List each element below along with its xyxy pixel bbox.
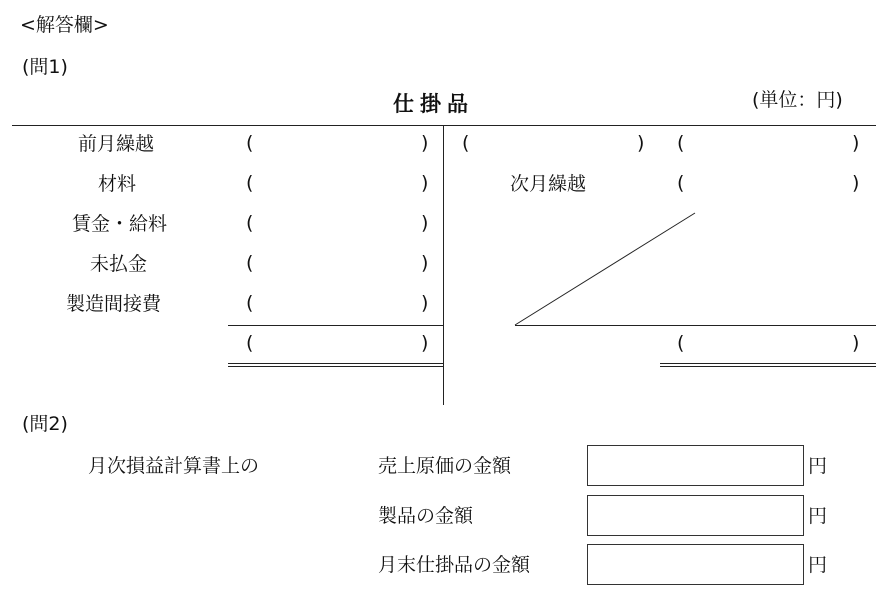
debit-amount-close-paren: ) — [421, 212, 429, 234]
answer-section-label: <解答欄> — [20, 14, 109, 36]
q2-unit-label: 円 — [808, 505, 828, 527]
credit-amount-close-paren: ) — [852, 132, 860, 154]
debit-amount-close-paren: ) — [421, 132, 429, 154]
debit-item-label: 製造間接費 — [66, 293, 162, 315]
debit-total-close-paren: ) — [421, 332, 429, 354]
q2-answer-box[interactable] — [587, 445, 804, 486]
q2-answer-box[interactable] — [587, 544, 804, 585]
debit-amount-open-paren: ( — [246, 132, 254, 154]
debit-item-label: 未払金 — [90, 253, 148, 275]
debit-item-label: 賃金・給料 — [72, 213, 168, 235]
ledger-title: 仕掛品 — [393, 92, 474, 116]
credit-double-rule-bottom — [660, 366, 876, 367]
q2-prefix-label: 月次損益計算書上の — [88, 455, 260, 477]
debit-amount-close-paren: ) — [421, 252, 429, 274]
debit-amount-open-paren: ( — [246, 252, 254, 274]
question-1-label: (問1) — [22, 56, 68, 78]
q2-unit-label: 円 — [808, 455, 828, 477]
debit-item-label: 前月繰越 — [78, 133, 155, 155]
question-2-label: (問2) — [22, 413, 68, 435]
credit-amount-open-paren: ( — [677, 132, 685, 154]
credit-total-open-paren: ( — [677, 332, 685, 354]
debit-amount-open-paren: ( — [246, 172, 254, 194]
debit-amount-open-paren: ( — [246, 212, 254, 234]
credit-double-rule-top — [660, 363, 876, 364]
credit-item-label: 次月繰越 — [510, 173, 587, 195]
credit-item-close-paren: ) — [637, 132, 645, 154]
credit-subtotal-rule — [515, 325, 876, 326]
credit-amount-close-paren: ) — [852, 172, 860, 194]
debit-amount-close-paren: ) — [421, 292, 429, 314]
q2-unit-label: 円 — [808, 554, 828, 576]
credit-amount-open-paren: ( — [677, 172, 685, 194]
q2-row-label: 製品の金額 — [378, 505, 474, 527]
debit-total-open-paren: ( — [246, 332, 254, 354]
q2-answer-box[interactable] — [587, 495, 804, 536]
debit-item-label: 材料 — [98, 173, 137, 195]
q2-row-label: 売上原価の金額 — [378, 455, 512, 477]
unit-label: (単位：円) — [752, 89, 843, 111]
credit-total-close-paren: ) — [852, 332, 860, 354]
q2-row-label: 月末仕掛品の金額 — [378, 554, 531, 576]
debit-amount-open-paren: ( — [246, 292, 254, 314]
debit-amount-close-paren: ) — [421, 172, 429, 194]
credit-item-open-paren: ( — [462, 132, 470, 154]
